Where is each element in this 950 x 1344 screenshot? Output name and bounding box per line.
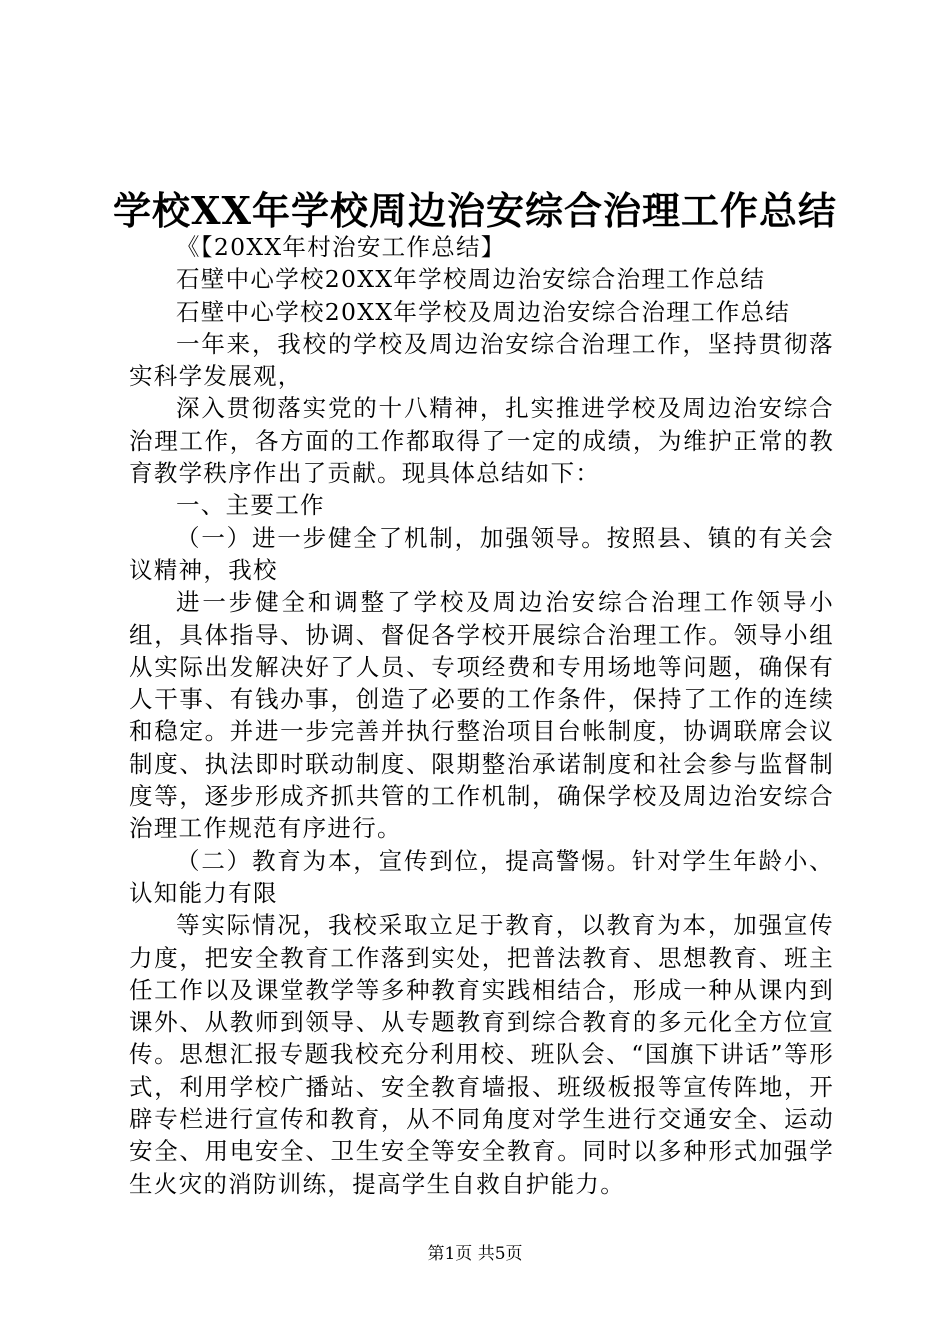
paragraph-intro-2: 深入贯彻落实党的十八精神，扎实推进学校及周边治安综合治理工作，各方面的工作都取得了一定的成绩，为维护正常的教育教学秩序作出了贡献。现具体总结如下： xyxy=(129,394,834,488)
paragraph-mechanism: 进一步健全和调整了学校及周边治安综合治理工作领导小组，具体指导、协调、督促各学校开展综合治理工作。领导小组从实际出发解决好了人员、专项经费和专用场地等问题，确保有人干事、有钱办事，创造了必要的工作条件，保持了工作的连续和稳定。并进一步完善并执行整治项目台帐制度，协调联席会议制度、执法即时联动制度、限期整治承诺制度和社会参与监督制度等，逐步形成齐抓共管的工作机制，确保学校及周边治安综合治理工作规范有序进行。 xyxy=(129,588,834,843)
paragraph-education: 等实际情况，我校采取立足于教育，以教育为本，加强宣传力度，把安全教育工作落到实处，把普法教育、思想教育、班主任工作以及课堂教学等多种教育实践相结合，形成一种从课内到课外、从教师到领导、从专题教育到综合教育的多元化全方位宣传。思想汇报专题我校充分利用校、班队会、“国旗下讲话”等形式，利用学校广播站、安全教育墙报、班级板报等宣传阵地，开辟专栏进行宣传和教育，从不同角度对学生进行交通安全、运动安全、用电安全、卫生安全等安全教育。同时以多种形式加强学生火灾的消防训练，提高学生自救自护能力。 xyxy=(129,911,834,1198)
paragraph-subtitle-2: 石壁中心学校20XX年学校及周边治安综合治理工作总结 xyxy=(176,297,791,326)
page-footer: 第1页 共5页 xyxy=(427,1244,523,1264)
document-body xyxy=(129,231,834,1200)
paragraph-intro-1: 一年来，我校的学校及周边治安综合治理工作，坚持贯彻落实科学发展观， xyxy=(129,329,834,391)
subsection-heading-1: （一）进一步健全了机制，加强领导。按照县、镇的有关会议精神，我校 xyxy=(129,523,834,584)
paragraph-subtitle-1: 石壁中心学校20XX年学校周边治安综合治理工作总结 xyxy=(176,265,766,294)
subsection-heading-2: （二）教育为本，宣传到位，提高警惕。针对学生年龄小、认知能力有限 xyxy=(129,846,834,907)
paragraph-source-note: 《【20XX年村治安工作总结】 xyxy=(176,233,506,261)
document-title: 学校XX年学校周边治安综合治理工作总结 xyxy=(113,188,837,233)
section-heading-main-work: 一、主要工作 xyxy=(176,491,325,520)
